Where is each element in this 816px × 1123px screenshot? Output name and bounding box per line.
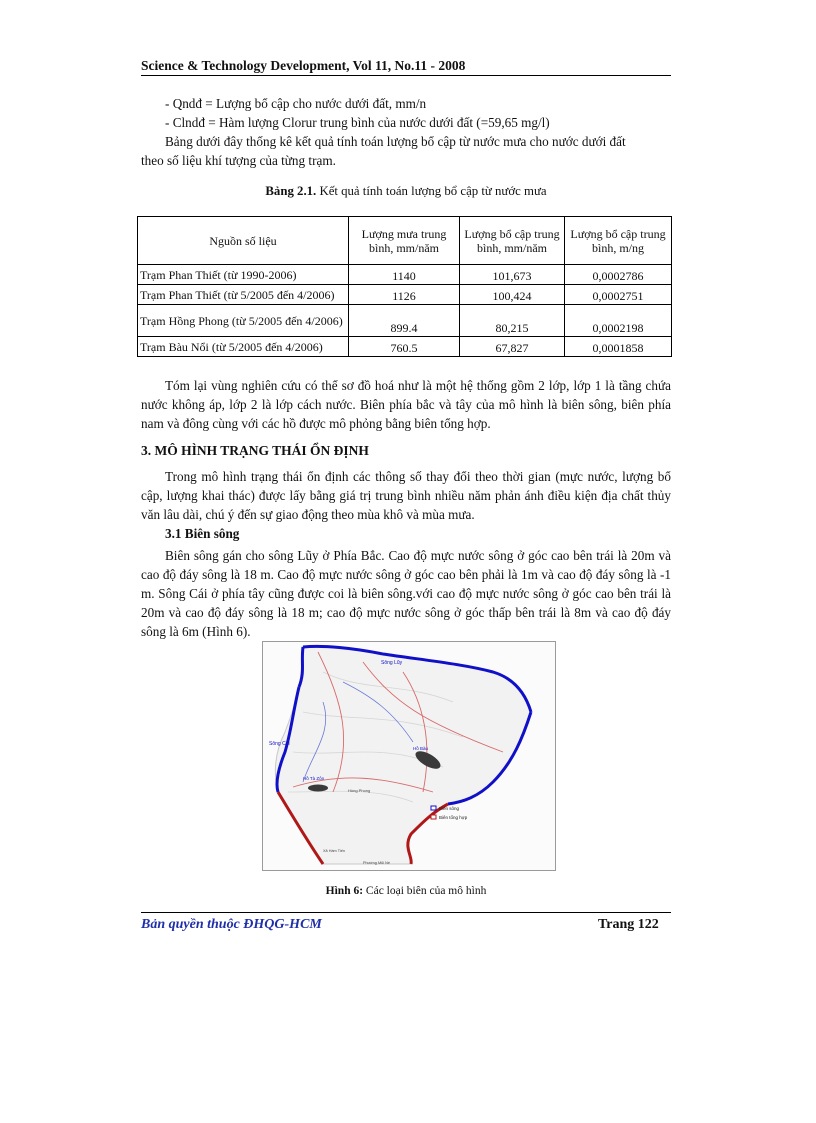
figure-caption [141, 885, 671, 897]
table-cell-recharge-mm: 67,827 [460, 337, 565, 357]
section-3-1-paragraph: Biên sông gán cho sông Lũy ở Phía Bắc. Cao độ mực nước sông ở góc cao bên trái là 20m và cao độ đáy sông là 18 m. Cao độ mực nước sông ở góc cao bên phải là 1m và cao độ đáy sông là -1 m. Sông Cái ở phía tây cũng được coi là biên sông.với cao độ mực nước sông ở góc cao bên trái là 20m và cao độ đáy sông là 18 m; cao độ mực nước sông ở góc thấp bên trái là 8m và cao độ đáy sông là 6m (Hình 6). [141, 548, 671, 639]
table-cell-source: Trạm Phan Thiết (từ 1990-2006) [138, 265, 349, 285]
table-cell-recharge-m: 0,0002198 [565, 305, 672, 337]
definitions-block [141, 94, 671, 170]
figure-caption-label: Hình 6: [325, 885, 364, 897]
footer-rule [141, 912, 671, 913]
lake-ta-zon [308, 785, 328, 792]
label-xa: Xã Hàm Tiến [323, 849, 345, 853]
section-3-heading: 3. MÔ HÌNH TRẠNG THÁI ỔN ĐỊNH [141, 443, 369, 458]
table-cell-rain: 1126 [349, 285, 460, 305]
table-cell-source: Trạm Bàu Nổi (từ 5/2005 đến 4/2006) [138, 337, 349, 357]
table-cell-source: Trạm Phan Thiết (từ 5/2005 đến 4/2006) [138, 285, 349, 305]
label-song-cai: Sông Cái [269, 741, 290, 747]
table-row [138, 337, 672, 357]
table-cell-recharge-m: 0,0001858 [565, 337, 672, 357]
section-3-paragraph: Trong mô hình trạng thái ổn định các thông số thay đổi theo thời gian (mực nước, lượng bổ cập, lượng khai thác) được lấy bằng giá trị trung bình nhiều năm phản ánh điều kiện địa chất thủy văn lâu dài, chú ý đến sự giao động theo mùa khô và mùa mưa. [141, 469, 671, 522]
table-header-cell: Lượng bổ cập trung bình, mm/năm [460, 217, 565, 265]
table-header-row [138, 217, 672, 265]
header-rule [141, 75, 671, 76]
section-3-1-heading: 3.1 Biên sông [165, 526, 240, 541]
table-row [138, 265, 672, 285]
intro-line-1: Bảng dưới đây thống kê kết quả tính toán lượng bổ cập từ nước mưa cho nước dưới đất [165, 134, 626, 149]
table-cell-recharge-mm: 100,424 [460, 285, 565, 305]
table-caption-text: Kết quả tính toán lượng bổ cập từ nước mưa [316, 184, 547, 198]
label-song-luy: Sông Lũy [381, 660, 403, 666]
label-ho-bau: Hồ Bàu [413, 746, 429, 751]
intro-line-2: theo số liệu khí tượng của từng trạm. [141, 153, 336, 168]
table-cell-recharge-m: 0,0002751 [565, 285, 672, 305]
legend-river-swatch [431, 806, 436, 810]
table-cell-rain: 1140 [349, 265, 460, 285]
journal-header: Science & Technology Development, Vol 11, No.11 - 2008 [141, 58, 466, 73]
label-hong-phong: Hồng Phong [348, 788, 371, 793]
table-row [138, 285, 672, 305]
table-row [138, 305, 672, 337]
footer-page-number: Trang 122 [598, 917, 659, 932]
definition-clnd: - Clndđ = Hàm lượng Clorur trung bình của nước dưới đất (=59,65 mg/l) [165, 115, 550, 130]
recharge-table [137, 216, 672, 357]
table-cell-recharge-mm: 101,673 [460, 265, 565, 285]
footer-copyright: Bản quyền thuộc ĐHQG-HCM [141, 917, 322, 932]
summary-paragraph: Tóm lại vùng nghiên cứu có thể sơ đồ hoá như là một hệ thống gồm 2 lớp, lớp 1 là tầng chứa nước không áp, lớp 2 là lớp cách nước. Biên phía bắc và tây của mô hình là biên sông, biên phía nam và đông cùng với các hồ được mô phỏng bằng biên tổng hợp. [141, 378, 671, 431]
boundary-map-figure [262, 641, 556, 871]
table-cell-recharge-m: 0,0002786 [565, 265, 672, 285]
table-caption-label: Bảng 2.1. [265, 184, 317, 198]
table-cell-recharge-mm: 80,215 [460, 305, 565, 337]
table-header-cell: Lượng mưa trung bình, mm/năm [349, 217, 460, 265]
table-header-cell: Lượng bổ cập trung bình, m/ng [565, 217, 672, 265]
boundary-map [263, 642, 555, 870]
label-phan-thiet: Phường Mũi Né [363, 861, 390, 865]
table-cell-source: Trạm Hồng Phong (từ 5/2005 đến 4/2006) [138, 305, 349, 337]
figure-caption-text: Các loại biên của mô hình [363, 885, 487, 897]
label-ho-ta-zon: Hồ Tà Zôn [303, 776, 325, 781]
table-caption [141, 184, 671, 199]
legend-river-label: Biên sông [439, 806, 460, 811]
legend-mixed-swatch [431, 815, 436, 819]
definition-qnd: - Qndđ = Lượng bổ cập cho nước dưới đất, mm/n [165, 96, 427, 111]
table-cell-rain: 760.5 [349, 337, 460, 357]
table-header-cell: Nguồn số liệu [138, 217, 349, 265]
legend-mixed-label: Biên tổng hợp [439, 815, 468, 820]
table-cell-rain: 899.4 [349, 305, 460, 337]
